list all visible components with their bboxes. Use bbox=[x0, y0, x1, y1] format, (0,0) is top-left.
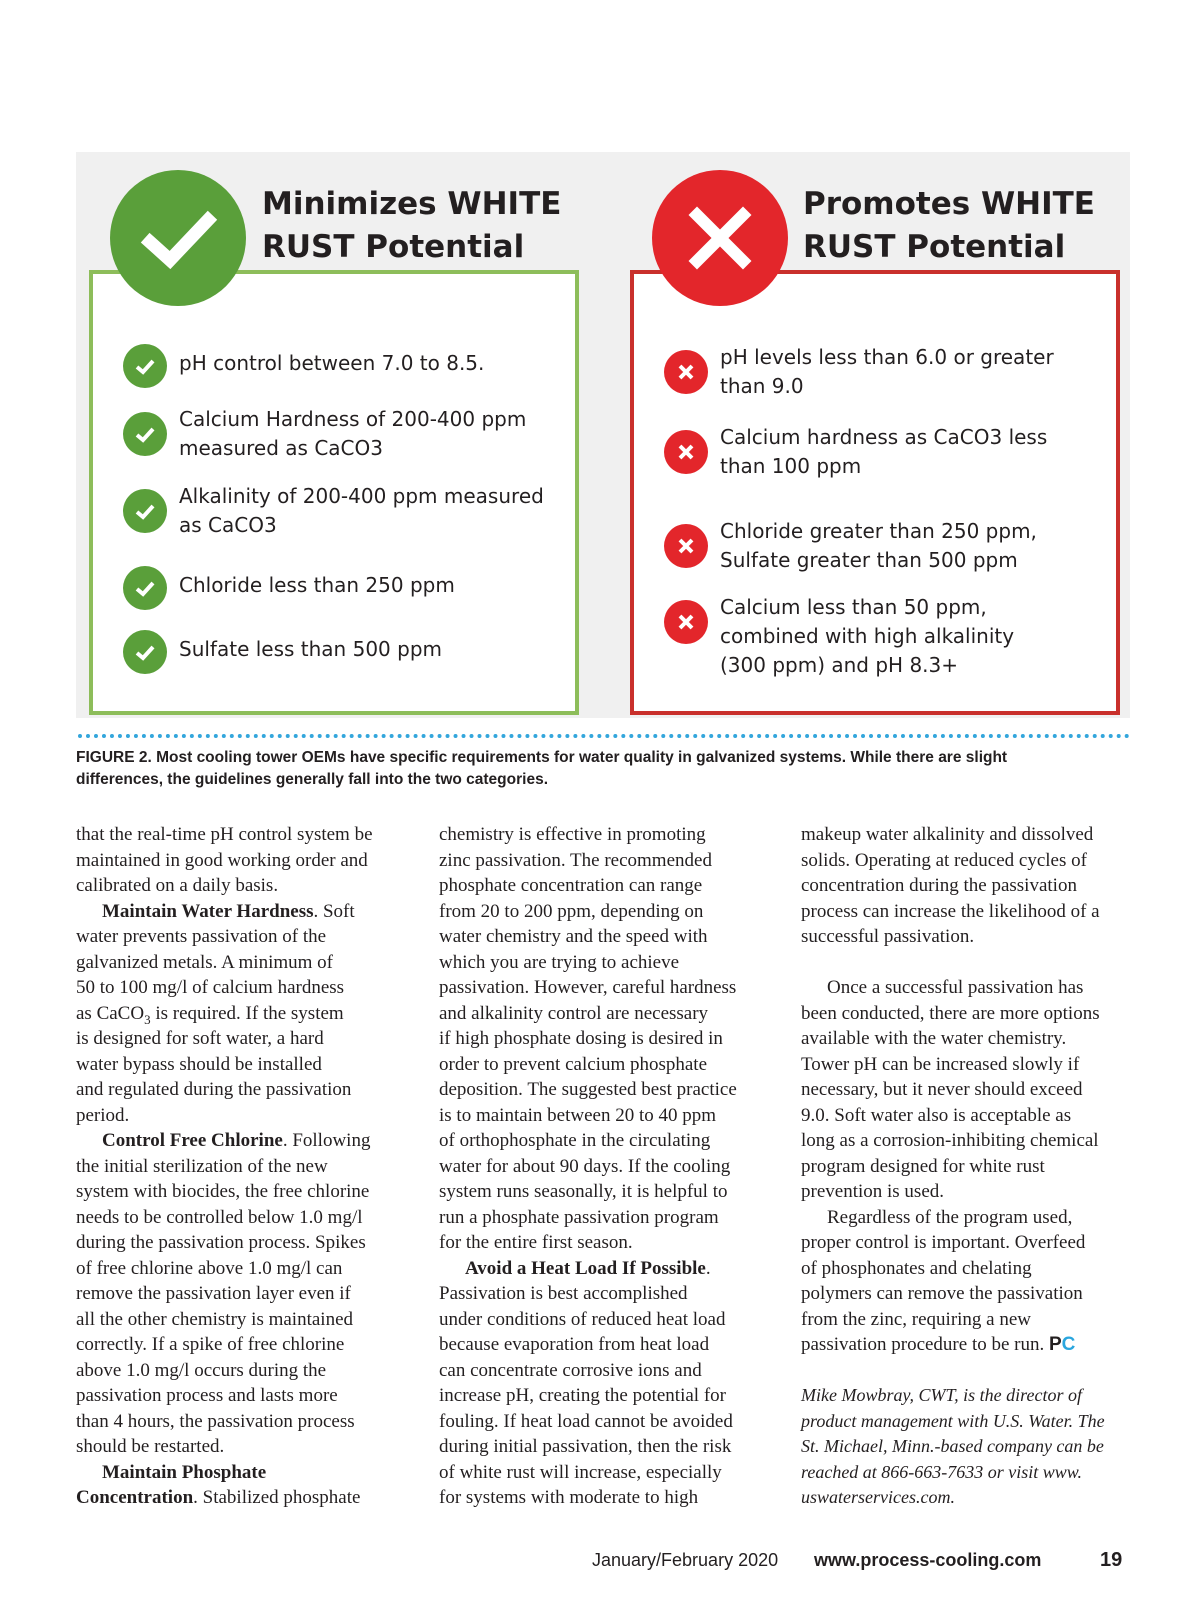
text-line: as CaCO bbox=[76, 1002, 145, 1024]
text-line: from 20 to 200 ppm, depending on bbox=[439, 900, 704, 922]
small-x-badge bbox=[664, 350, 708, 394]
good-item-text: pH control between 7.0 to 8.5. bbox=[179, 351, 485, 375]
checkmark-icon bbox=[133, 354, 157, 378]
bad-item-calcium-hardness bbox=[664, 423, 1047, 481]
text-line: solids. Operating at reduced cycles of bbox=[801, 849, 1087, 871]
good-item-text: as CaCO3 bbox=[179, 513, 277, 537]
heat-load-paragraph bbox=[439, 1256, 775, 1511]
promotes-heading-line1: Promotes WHITE bbox=[803, 186, 1095, 222]
text-line: galvanized metals. A minimum of bbox=[76, 951, 333, 973]
text-line: long as a corrosion-inhibiting chemical bbox=[801, 1130, 1099, 1151]
passivation-options-paragraph bbox=[801, 975, 1151, 1205]
good-item-text: Calcium Hardness of 200-400 ppm bbox=[179, 407, 527, 431]
text-line: and alkalinity control are necessary bbox=[439, 1002, 709, 1024]
bad-item-text: Calcium hardness as CaCO3 less bbox=[720, 425, 1048, 449]
text-line: deposition. The suggested best practice bbox=[439, 1079, 737, 1100]
x-icon bbox=[676, 536, 696, 556]
text-line: chemistry is effective in promoting bbox=[439, 824, 706, 845]
large-check-badge bbox=[110, 170, 246, 306]
promotes-heading-line2: RUST Potential bbox=[803, 229, 1066, 265]
caption-line: differences, the guidelines generally fall into the two categories. bbox=[76, 771, 549, 788]
text-line: is to maintain between 20 to 40 ppm bbox=[439, 1104, 717, 1126]
subscript: 3 bbox=[144, 1011, 151, 1027]
text-line: increase pH, creating the potential for bbox=[439, 1385, 726, 1406]
bio-line: product management with U.S. Water. The bbox=[801, 1410, 1105, 1431]
text-line: makeup water alkalinity and dissolved bbox=[801, 824, 1094, 845]
text-line: system with biocides, the free chlorine bbox=[76, 1181, 370, 1202]
text-line: . bbox=[705, 1257, 711, 1279]
checkmark-icon bbox=[133, 640, 157, 664]
bad-item-text: combined with high alkalinity bbox=[720, 624, 1015, 648]
text-line: passivation process and lasts more bbox=[76, 1385, 338, 1406]
page-number: 19 bbox=[1100, 1549, 1123, 1571]
text-line: from the zinc, requiring a new bbox=[801, 1308, 1032, 1330]
bad-item-text: Calcium less than 50 ppm, bbox=[720, 595, 987, 619]
text-line: than 4 hours, the passivation process bbox=[76, 1410, 355, 1432]
bad-item-ph bbox=[664, 343, 1054, 401]
small-check-badge bbox=[123, 630, 167, 674]
good-item-text: Sulfate less than 500 ppm bbox=[179, 637, 442, 661]
article-column-1 bbox=[76, 822, 412, 1511]
end-mark-p: P bbox=[1048, 1334, 1062, 1355]
small-x-badge bbox=[664, 524, 708, 568]
bio-line: reached at 866-663-7633 or visit www. bbox=[801, 1461, 1082, 1482]
water-hardness-paragraph bbox=[76, 899, 412, 1129]
text-line: under conditions of reduced heat load bbox=[439, 1308, 726, 1330]
bio-line: Mike Mowbray, CWT, is the director of bbox=[801, 1385, 1082, 1405]
text-line: of phosphonates and chelating bbox=[801, 1257, 1032, 1279]
text-line: if high phosphate dosing is desired in bbox=[439, 1028, 723, 1049]
text-line: of orthophosphate in the circulating bbox=[439, 1130, 711, 1151]
bad-item-text: pH levels less than 6.0 or greater bbox=[720, 345, 1054, 369]
text-line: water prevents passivation of the bbox=[76, 926, 327, 947]
good-item-alkalinity bbox=[123, 482, 544, 540]
small-check-badge bbox=[123, 489, 167, 533]
text-line: should be restarted. bbox=[76, 1436, 225, 1457]
text-line: zinc passivation. The recommended bbox=[439, 849, 712, 871]
good-item-calcium bbox=[123, 405, 526, 463]
end-mark-logo bbox=[1049, 1334, 1075, 1355]
text-line: 9.0. Soft water also is acceptable as bbox=[801, 1104, 1072, 1126]
bad-item-chloride bbox=[664, 517, 1037, 575]
text-line: period. bbox=[76, 1104, 130, 1126]
x-icon bbox=[676, 362, 696, 382]
good-item-ph bbox=[123, 344, 484, 388]
text-line: 50 to 100 mg/l of calcium hardness bbox=[76, 977, 345, 998]
footer-date: January/February 2020 bbox=[592, 1550, 779, 1570]
x-icon bbox=[676, 442, 696, 462]
text-line: is required. If the system bbox=[150, 1002, 344, 1024]
free-chlorine-paragraph bbox=[76, 1128, 412, 1460]
text-line: passivation. However, careful hardness bbox=[439, 977, 737, 998]
bad-item-calcium-low bbox=[664, 593, 1014, 680]
caption-line: FIGURE 2. Most cooling tower OEMs have specific requirements for water quality in galvanized systems. While there are slight bbox=[76, 749, 1008, 766]
bio-line: uswaterservices.com. bbox=[801, 1487, 955, 1507]
large-x-badge bbox=[652, 170, 788, 306]
text-line: and regulated during the passivation bbox=[76, 1079, 352, 1100]
text-line: during the passivation process. Spikes bbox=[76, 1232, 366, 1253]
text-line: which you are trying to achieve bbox=[439, 951, 680, 973]
text-line: concentration during the passivation bbox=[801, 875, 1077, 896]
free-chlorine-heading: Control Free Chlorine bbox=[102, 1130, 283, 1151]
bad-item-text: (300 ppm) and pH 8.3+ bbox=[720, 653, 959, 677]
text-line: . Stabilized phosphate bbox=[193, 1487, 361, 1508]
text-line: correctly. If a spike of free chlorine bbox=[76, 1334, 345, 1355]
text-line: of free chlorine above 1.0 mg/l can bbox=[76, 1257, 343, 1279]
bad-item-text: than 9.0 bbox=[720, 374, 804, 398]
article-column-2 bbox=[439, 822, 775, 1511]
text-line: during initial passivation, then the risk bbox=[439, 1436, 732, 1457]
good-item-text: Chloride less than 250 ppm bbox=[179, 573, 455, 597]
control-paragraph bbox=[801, 1205, 1151, 1358]
checkmark-icon bbox=[133, 576, 157, 600]
text-line: process can increase the likelihood of a bbox=[801, 900, 1100, 922]
text-line: is designed for soft water, a hard bbox=[76, 1028, 324, 1049]
text-line: proper control is important. Overfeed bbox=[801, 1232, 1086, 1253]
text-line: above 1.0 mg/l occurs during the bbox=[76, 1359, 327, 1381]
dotted-divider bbox=[78, 734, 1130, 738]
text-line: successful passivation. bbox=[801, 926, 975, 947]
text-line: passivation procedure to be run. bbox=[801, 1334, 1049, 1355]
text-line: can concentrate corrosive ions and bbox=[439, 1359, 702, 1381]
heat-load-heading: Avoid a Heat Load If Possible bbox=[465, 1257, 706, 1279]
small-check-badge bbox=[123, 412, 167, 456]
good-item-text: Alkalinity of 200-400 ppm measured bbox=[179, 484, 544, 508]
text-line: . Following bbox=[282, 1130, 371, 1151]
bad-item-text: than 100 ppm bbox=[720, 454, 862, 478]
text-line: the initial sterilization of the new bbox=[76, 1155, 328, 1177]
text-line: because evaporation from heat load bbox=[439, 1334, 710, 1355]
article-column-3 bbox=[801, 822, 1151, 1511]
text-line: available with the water chemistry. bbox=[801, 1028, 1067, 1049]
text-line: . Soft bbox=[313, 900, 355, 922]
minimizes-heading bbox=[262, 183, 572, 269]
end-mark-c: C bbox=[1061, 1334, 1076, 1355]
text-line: Passivation is best accomplished bbox=[439, 1283, 688, 1304]
small-x-badge bbox=[664, 430, 708, 474]
text-line: all the other chemistry is maintained bbox=[76, 1308, 354, 1330]
bad-item-text: Sulfate greater than 500 ppm bbox=[720, 548, 1018, 572]
text-line: water bypass should be installed bbox=[76, 1053, 322, 1075]
footer-url[interactable]: www.process-cooling.com bbox=[814, 1550, 1042, 1570]
good-item-text: measured as CaCO3 bbox=[179, 436, 383, 460]
good-item-sulfate bbox=[123, 630, 442, 674]
phosphate-heading: Maintain Phosphate bbox=[102, 1461, 267, 1483]
x-icon bbox=[676, 612, 696, 632]
text-line: program designed for white rust bbox=[801, 1155, 1045, 1177]
text-line: water for about 90 days. If the cooling bbox=[439, 1155, 731, 1177]
checkmark-icon bbox=[138, 198, 218, 278]
small-check-badge bbox=[123, 344, 167, 388]
text-line: for the entire first season. bbox=[439, 1232, 633, 1253]
text-line: Tower pH can be increased slowly if bbox=[801, 1053, 1080, 1075]
text-line: remove the passivation layer even if bbox=[76, 1283, 351, 1304]
text-line: fouling. If heat load cannot be avoided bbox=[439, 1410, 733, 1432]
water-hardness-heading: Maintain Water Hardness bbox=[102, 900, 314, 922]
small-check-badge bbox=[123, 566, 167, 610]
text-line: prevention is used. bbox=[801, 1181, 945, 1202]
text-line: water chemistry and the speed with bbox=[439, 926, 708, 947]
checkmark-icon bbox=[133, 499, 157, 523]
text-line: polymers can remove the passivation bbox=[801, 1283, 1083, 1304]
text-line: run a phosphate passivation program bbox=[439, 1206, 719, 1228]
bio-line: St. Michael, Minn.-based company can be bbox=[801, 1436, 1104, 1456]
text-line: necessary, but it never should exceed bbox=[801, 1079, 1083, 1100]
text-line: Regardless of the program used, bbox=[827, 1206, 1073, 1228]
text-line: order to prevent calcium phosphate bbox=[439, 1053, 708, 1075]
text-line: system runs seasonally, it is helpful to bbox=[439, 1181, 728, 1202]
text-line: maintained in good working order and bbox=[76, 849, 368, 871]
bad-item-text: Chloride greater than 250 ppm, bbox=[720, 519, 1037, 543]
text-line: of white rust will increase, especially bbox=[439, 1461, 722, 1483]
text-line: that the real-time pH control system be bbox=[76, 824, 373, 845]
checkmark-icon bbox=[133, 422, 157, 446]
good-item-chloride bbox=[123, 566, 455, 610]
text-line: been conducted, there are more options bbox=[801, 1002, 1100, 1024]
x-icon bbox=[685, 203, 755, 273]
text-line: phosphate concentration can range bbox=[439, 875, 703, 896]
promotes-heading bbox=[803, 183, 1113, 269]
phosphate-paragraph bbox=[76, 1460, 412, 1511]
text-line: needs to be controlled below 1.0 mg/l bbox=[76, 1206, 363, 1228]
text-line: Once a successful passivation has bbox=[827, 977, 1084, 998]
text-line: for systems with moderate to high bbox=[439, 1487, 699, 1508]
text-line: calibrated on a daily basis. bbox=[76, 875, 279, 896]
phosphate-heading: Concentration bbox=[76, 1487, 194, 1508]
figure-caption bbox=[76, 747, 1136, 791]
small-x-badge bbox=[664, 600, 708, 644]
minimizes-heading-line2: RUST Potential bbox=[262, 229, 525, 265]
author-bio bbox=[801, 1383, 1151, 1511]
minimizes-heading-line1: Minimizes WHITE bbox=[262, 186, 562, 222]
